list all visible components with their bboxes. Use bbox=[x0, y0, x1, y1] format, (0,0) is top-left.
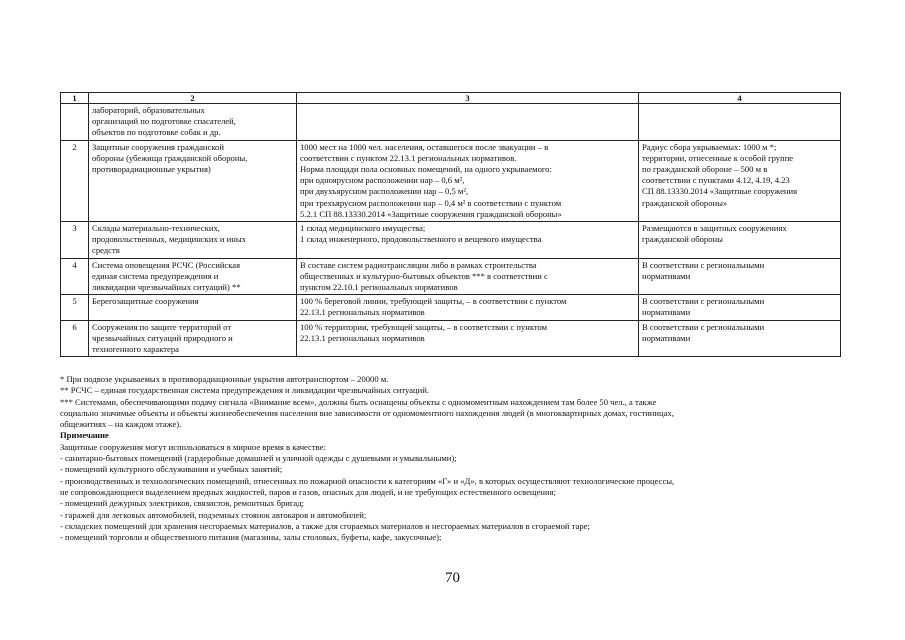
cell-line: Система оповещения РСЧС (Российская bbox=[92, 259, 241, 270]
cell-line: В соответствии с региональными bbox=[642, 296, 765, 307]
table-row bbox=[61, 104, 841, 141]
cell-line: 100 % территории, требующей защиты, – в соответствии с пунктом bbox=[300, 321, 548, 332]
footnote-line: *** Системами, обеспечивающими подачу сигнала «Внимание всем», должны быть оснащены объекты с одномоментным нахождением там более 50 чел., а также bbox=[60, 396, 657, 407]
cell-line: при одноярусном расположении нар – 0,6 м², bbox=[300, 175, 465, 186]
cell-line: нормативами bbox=[642, 332, 691, 343]
cell-line: Норма площади пола основных помещений, на одного укрываемого: bbox=[300, 164, 552, 175]
note-line: - гаражей для легковых автомобилей, подземных стоянок автокаров и автомобилей; bbox=[60, 509, 367, 520]
cell-line: Берегозащитные сооружения bbox=[92, 296, 199, 307]
table-row bbox=[61, 258, 841, 295]
cell-col4 bbox=[639, 222, 841, 259]
cell-col4 bbox=[639, 104, 841, 141]
cell-col3 bbox=[297, 295, 639, 320]
header-col-3: 3 bbox=[297, 93, 639, 104]
cell-line: общественных и культурно-бытовых объектов *** в соответствии с bbox=[300, 270, 548, 281]
cell-line: В соответствии с региональными bbox=[642, 321, 765, 332]
note-line: - помещений культурного обслуживания и учебных занятий; bbox=[60, 464, 283, 475]
note-line: - санитарно-бытовых помещений (гардеробные домашней и уличной одежды с душевыми и умывальными); bbox=[60, 453, 457, 464]
cell-line: 1 склад медицинского имущества; bbox=[300, 223, 426, 234]
cell-line: В составе систем радиотрансляции либо в рамках строительства bbox=[300, 259, 537, 270]
note-line: не сопровождающиеся выделением вредных жидкостей, паров и газов, опасных для людей, и не требующих естественного освещения; bbox=[60, 486, 556, 497]
cell-line: лабораторий, образовательных bbox=[92, 105, 205, 115]
cell-col2 bbox=[89, 104, 297, 141]
cell-col3 bbox=[297, 258, 639, 295]
cell-col4 bbox=[639, 258, 841, 295]
cell-line: 5.2.1 СП 88.13330.2014 «Защитные сооружения гражданской обороны» bbox=[300, 208, 562, 219]
cell-col4 bbox=[639, 295, 841, 320]
cell-line: 100 % береговой линии, требующей защиты, – в соответствии с пунктом bbox=[300, 296, 567, 307]
requirements-table bbox=[60, 92, 841, 357]
cell-line: СП 88.13330.2014 «Защитные сооружения bbox=[642, 186, 798, 197]
cell-line: продовольственных, медицинских и иных bbox=[92, 234, 246, 245]
cell-line: противорадиационные укрытия) bbox=[92, 164, 211, 175]
header-col-4: 4 bbox=[639, 93, 841, 104]
note-line: - производственных и технологических помещений, отнесенных по пожарной опасности к категориям «Г» и «Д», в которых осуществляют технологические процессы, bbox=[60, 475, 675, 486]
note-line: - помещений дежурных электриков, связистов, ремонтных бригад; bbox=[60, 498, 304, 509]
row-number: 4 bbox=[61, 258, 89, 295]
note-line: - складских помещений для хранения несгораемых материалов, а также для сгораемых материалов и несгораемых материалов в сгораемой таре; bbox=[60, 520, 590, 531]
table-header-row bbox=[61, 93, 841, 104]
cell-line: 1 склад инженерного, продовольственного и вещевого имущества bbox=[300, 234, 542, 245]
cell-line: при трехъярусном расположении нар – 0,4 м² в соответствии с пунктом bbox=[300, 197, 562, 208]
cell-line: единая система предупреждения и bbox=[92, 270, 219, 281]
cell-col2 bbox=[89, 258, 297, 295]
row-number: 6 bbox=[61, 320, 89, 357]
cell-line: средств bbox=[92, 245, 120, 256]
cell-col4 bbox=[639, 140, 841, 221]
footnotes bbox=[60, 374, 850, 430]
cell-line: Сооружения по защите территорий от bbox=[92, 321, 232, 332]
cell-line: организаций по подготовке спасателей, bbox=[92, 116, 236, 127]
row-number: 5 bbox=[61, 295, 89, 320]
cell-line: объектов по подготовке собак и др. bbox=[92, 127, 221, 138]
note-line: Защитные сооружения могут использоваться в мирное время в качестве: bbox=[60, 441, 326, 452]
cell-line: соответствии с пунктом 22.13.1 региональных нормативов. bbox=[300, 152, 517, 163]
cell-line: при двухъярусном расположении нар – 0,5 м², bbox=[300, 186, 469, 197]
footnote-line: общежитиях – на каждом этаже). bbox=[60, 419, 182, 430]
cell-col4 bbox=[639, 320, 841, 357]
footnote-line: ** РСЧС – единая государственная система предупреждения и ликвидации чрезвычайных ситуаций. bbox=[60, 385, 429, 396]
table-row bbox=[61, 140, 841, 221]
cell-line: 22.13.1 региональных нормативов bbox=[300, 332, 425, 343]
row-number bbox=[61, 104, 89, 141]
header-col-1: 1 bbox=[61, 93, 89, 104]
cell-line: обороны (убежища гражданской обороны, bbox=[92, 152, 248, 163]
table-body bbox=[61, 104, 841, 357]
cell-line: нормативами bbox=[642, 307, 691, 318]
cell-line: пунктом 22.10.1 региональных нормативов bbox=[300, 282, 458, 293]
cell-col3 bbox=[297, 140, 639, 221]
footnote-line: * При подвозе укрываемых в противорадиационные укрытия автотранспортом – 20000 м. bbox=[60, 374, 389, 384]
cell-line: ликвидации чрезвычайных ситуаций) ** bbox=[92, 282, 241, 293]
cell-col3 bbox=[297, 222, 639, 259]
cell-line: по гражданской обороне – 500 м в bbox=[642, 164, 768, 175]
notes-section bbox=[60, 374, 850, 543]
note-heading: Примечание bbox=[60, 430, 109, 441]
cell-col3 bbox=[297, 320, 639, 357]
table-row bbox=[61, 222, 841, 259]
note-line: - помещений торговли и общественного питания (магазины, залы столовых, буфеты, кафе, закусочные); bbox=[60, 532, 442, 543]
table-row bbox=[61, 295, 841, 320]
cell-line: Размещаются в защитных сооружениях bbox=[642, 223, 787, 234]
footnote-line: социально значимые объекты и объекты жизнеобеспечения населения вне зависимости от одномоментного нахождения людей (в многоквартирных домах, гостиницах, bbox=[60, 407, 674, 418]
cell-col2 bbox=[89, 222, 297, 259]
header-col-2: 2 bbox=[89, 93, 297, 104]
cell-line: Радиус сбора укрываемых: 1000 м *; bbox=[642, 141, 777, 152]
row-number: 2 bbox=[61, 140, 89, 221]
cell-col2 bbox=[89, 295, 297, 320]
cell-col2 bbox=[89, 320, 297, 357]
cell-line: чрезвычайных ситуаций природного и bbox=[92, 332, 233, 343]
cell-line: 22.13.1 региональных нормативов bbox=[300, 307, 425, 318]
cell-line: гражданской обороны bbox=[642, 234, 723, 245]
table-row bbox=[61, 320, 841, 357]
cell-line: Склады материально-технических, bbox=[92, 223, 220, 234]
cell-col2 bbox=[89, 140, 297, 221]
cell-line: территории, отнесенные к особой группе bbox=[642, 152, 794, 163]
row-number: 3 bbox=[61, 222, 89, 259]
cell-line: гражданской обороны» bbox=[642, 197, 728, 208]
cell-col3 bbox=[297, 104, 639, 141]
cell-line: В соответствии с региональными bbox=[642, 259, 765, 270]
page-number: 70 bbox=[445, 570, 460, 586]
note-body bbox=[60, 442, 850, 544]
cell-line: Защитные сооружения гражданской bbox=[92, 141, 224, 152]
cell-line: 1000 мест на 1000 чел. населения, оставшегося после эвакуации – в bbox=[300, 141, 549, 152]
cell-line: соответствии с пунктами 4.12, 4.19, 4.23 bbox=[642, 175, 790, 186]
cell-line: техногенного характера bbox=[92, 344, 179, 355]
cell-line: нормативами bbox=[642, 270, 691, 281]
